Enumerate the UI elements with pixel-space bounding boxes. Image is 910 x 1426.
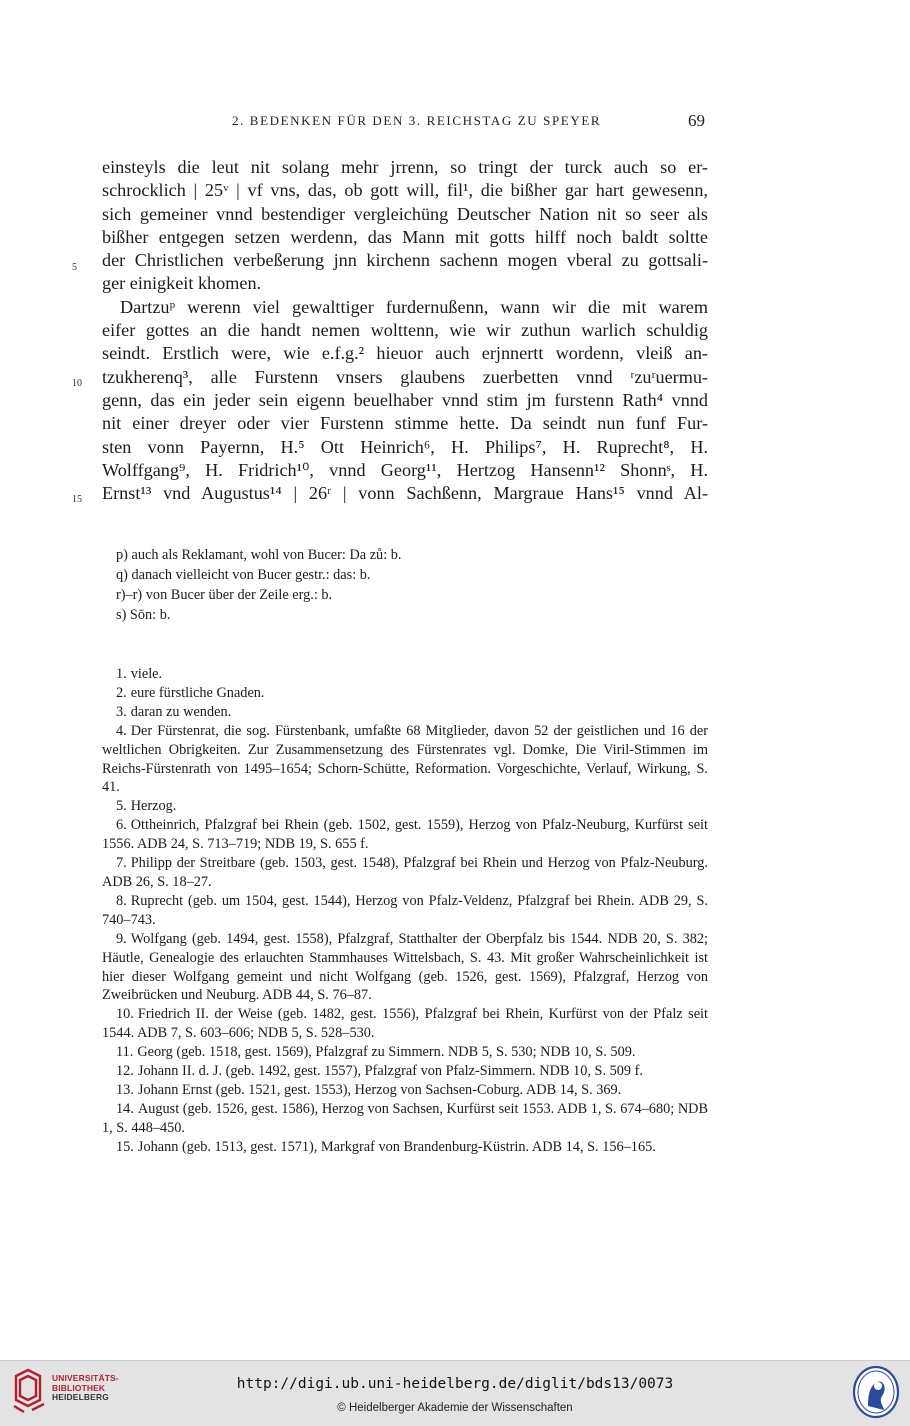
apparatus-note: q) danach vielleicht von Bucer gestr.: das: b.	[116, 567, 371, 583]
footnote-number: 3.	[116, 703, 127, 720]
seal-icon	[850, 1364, 902, 1420]
footnote-number: 13.	[116, 1081, 134, 1098]
line-number: 15	[72, 494, 82, 505]
copyright-notice: © Heidelberger Akademie der Wissenschaften	[337, 1402, 573, 1414]
footnote-text: Ottheinrich, Pfalzgraf bei Rhein (geb. 1502, gest. 1559), Herzog von Pfalz-Neuburg, Kurfürst seit 1556. ADB 24, S. 713–719; NDB 19, S. 655 f.	[102, 817, 708, 853]
apparatus-note: r)–r) von Bucer über der Zeile erg.: b.	[116, 587, 333, 603]
text-line: sich gemeiner vnnd bestendiger vergleichüng Deutscher Nation nit so seer als	[102, 203, 708, 224]
academy-seal-logo[interactable]	[850, 1364, 902, 1420]
footnote	[102, 797, 708, 816]
footnote-text: Herzog.	[130, 798, 177, 815]
running-head: 2. BEDENKEN FÜR DEN 3. REICHSTAG ZU SPEYER	[232, 113, 602, 128]
text-line: ger einigkeit khomen.	[102, 273, 262, 294]
footnote	[102, 1043, 708, 1062]
text-line: einsteyls die leut nit solang mehr jrrenn, so tringt der turck auch so er-	[102, 157, 708, 177]
text-line: Dartzuᵖ werenn viel gewalttiger furdernußenn, wann wir die mit warem	[120, 296, 708, 317]
ub-logo-line: HEIDELBERG	[52, 1392, 109, 1403]
footnote-text: Johann Ernst (geb. 1521, gest. 1553), Herzog von Sachsen-Coburg. ADB 14, S. 369.	[137, 1081, 622, 1098]
footnote	[102, 703, 708, 722]
page-number: 69	[688, 111, 705, 130]
footnote-number: 4.	[116, 722, 127, 739]
footnote-text: Friedrich II. der Weise (geb. 1482, gest. 1556), Pfalzgraf bei Rhein, Kurfürst von der Pfalz seit 1544. ADB 7, S. 603–606; NDB 5, S. 528–530.	[102, 1006, 708, 1042]
footnote	[102, 1100, 708, 1138]
text-line: sten vonn Payernn, H.⁵ Ott Heinrich⁶, H. Philips⁷, H. Ruprecht⁸, H.	[102, 436, 708, 457]
text-line: Wolffgang⁹, H. Fridrich¹⁰, vnnd Georg¹¹, Hertzog Hansenn¹² Shonnˢ, H.	[102, 459, 708, 480]
footnote-number: 12.	[116, 1063, 134, 1080]
footnote-number: 6.	[116, 817, 127, 834]
footnote-text: Wolfgang (geb. 1494, gest. 1558), Pfalzgraf, Statthalter der Oberpfalz bis 1544. NDB 20, S. 382; Häutle, Genealogie des erlauchten Stammhauses Wittelsbach, S. 43. Mit großer Wahrscheinlichkeit ist hier dieser Wolfgang gemeint und nicht Wolfgang (geb. 1526, gest. 1569), Pfalzgraf, Herzog von Zweibrücken und Neuburg. ADB 44, S. 76–87.	[102, 930, 708, 1004]
footnote	[102, 1062, 708, 1081]
text-line: genn, das ein jeder sein eigenn beuelhaber vnnd stim jm furstenn Rath⁴ vnnd	[102, 389, 708, 410]
footnote	[102, 1081, 708, 1100]
text-line: eifer gottes an die handt nemen wolttenn, wie wir zuthun warlich schuldig	[102, 320, 708, 341]
footnote-text: Johann (geb. 1513, gest. 1571), Markgraf von Brandenburg-Küstrin. ADB 14, S. 156–165.	[137, 1138, 656, 1155]
footnote-number: 14.	[116, 1100, 134, 1117]
line-number: 5	[72, 262, 77, 273]
footnote	[102, 892, 708, 930]
apparatus-note: p) auch als Reklamant, wohl von Bucer: Da zů: b.	[116, 547, 402, 563]
text-line: bißher entgegen setzen werdenn, das Mann mit gotts hilff noch baldt soltte	[102, 226, 708, 247]
ub-logo-line: UNIVERSITÄTS-	[52, 1373, 119, 1383]
footnote-number: 1.	[116, 666, 127, 682]
text-line: seindt. Erstlich were, wie e.f.g.² hieuor auch erjnnertt wordenn, vleiß an-	[102, 343, 708, 364]
footnote-text: Johann II. d. J. (geb. 1492, gest. 1557), Pfalzgraf von Pfalz-Simmern. NDB 10, S. 509 f.	[137, 1063, 643, 1080]
footnote-number: 11.	[116, 1044, 134, 1061]
footnote-text: viele.	[130, 666, 163, 682]
footnote	[102, 854, 708, 892]
footnote-text: Der Fürstenrat, die sog. Fürstenbank, umfaßte 68 Mitglieder, davon 52 der geistlichen und 16 der weltlichen Obrigkeiten. Zur Zusammensetzung des Fürstenrates vgl. Domke, Die Viril-Stimmen im Reichs-Fürstenrath von 1495–1654; Schorn-Schütte, Reformation. Vorgeschichte, Verlauf, Wirkung, S. 41.	[102, 722, 708, 796]
footnote-number: 9.	[116, 930, 127, 947]
footnote-text: daran zu wenden.	[130, 703, 232, 720]
text-line: Ernst¹³ vnd Augustus¹⁴ | 26ʳ | vonn Sachßenn, Margraue Hans¹⁵ vnnd Al-	[102, 483, 708, 504]
footnote	[102, 1138, 708, 1157]
text-line: nit einer dreyer oder vier Furstenn stimme hette. Da seindt nun funf Fur-	[102, 413, 708, 434]
text-line: tzukherenq³, alle Furstenn vnsers glaubens zuerbetten vnnd ʳzuʳuermu-	[102, 366, 708, 387]
critical-apparatus	[116, 545, 616, 625]
permalink-url[interactable]: http://digi.ub.uni-heidelberg.de/diglit/bds13/0073	[236, 1376, 674, 1392]
footnote-text: eure fürstliche Gnaden.	[130, 684, 265, 701]
footnote-number: 7.	[116, 855, 127, 872]
text-line: schrocklich | 25ᵛ | vf vns, das, ob gott will, fil¹, die bißher gar hart gewesenn,	[102, 180, 708, 201]
footnote	[102, 816, 708, 854]
footnote	[102, 665, 708, 684]
apparatus-note: s) Sōn: b.	[116, 607, 171, 623]
footnote	[102, 930, 708, 1006]
footnote-number: 8.	[116, 892, 127, 909]
footnotes	[102, 665, 708, 1157]
ub-logo-line: BIBLIOTHEK	[52, 1382, 106, 1393]
line-number: 10	[72, 378, 82, 389]
footnote-text: Georg (geb. 1518, gest. 1569), Pfalzgraf zu Simmern. NDB 5, S. 530; NDB 10, S. 509.	[137, 1044, 636, 1061]
footnote-text: Ruprecht (geb. um 1504, gest. 1544), Herzog von Pfalz-Veldenz, Pfalzgraf bei Rhein. ADB 29, S. 740–743.	[102, 892, 708, 928]
footnote-text: Philipp der Streitbare (geb. 1503, gest. 1548), Pfalzgraf bei Rhein und Herzog von Pfalz-Neuburg. ADB 26, S. 18–27.	[102, 855, 708, 890]
footnote	[102, 684, 708, 703]
text-line: der Christlichen verbeßerung jnn kirchenn sachenn mogen vberal zu gottsali-	[102, 250, 708, 271]
footnote-number: 10.	[116, 1006, 134, 1023]
footnote	[102, 722, 708, 798]
main-text	[102, 156, 708, 505]
footnote-text: August (geb. 1526, gest. 1586), Herzog von Sachsen, Kurfürst seit 1553. ADB 1, S. 674–680; NDB 1, S. 448–450.	[102, 1100, 708, 1136]
footnote-number: 2.	[116, 684, 127, 701]
footnote-number: 5.	[116, 798, 127, 815]
footnote-number: 15.	[116, 1138, 134, 1155]
footnote	[102, 1005, 708, 1043]
